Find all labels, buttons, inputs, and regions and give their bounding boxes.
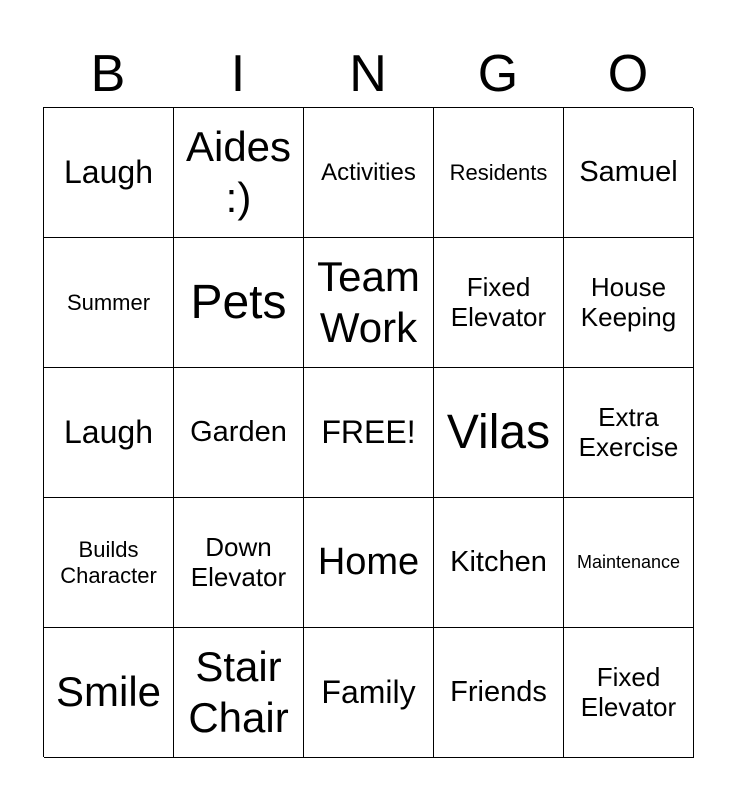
bingo-cell[interactable]: Laugh (44, 368, 174, 498)
bingo-card (43, 107, 693, 757)
bingo-cell[interactable]: Samuel (564, 108, 694, 238)
bingo-cell[interactable]: House Keeping (564, 238, 694, 368)
bingo-header (43, 40, 693, 108)
header-letter-i: I (230, 45, 246, 103)
bingo-cell[interactable]: Garden (174, 368, 304, 498)
bingo-cell[interactable]: Home (304, 498, 434, 628)
bingo-cell[interactable]: Fixed Elevator (564, 628, 694, 758)
bingo-cell[interactable]: Pets (174, 238, 304, 368)
header-letter-g: G (477, 45, 519, 103)
bingo-cell[interactable]: Family (304, 628, 434, 758)
bingo-cell[interactable]: Extra Exercise (564, 368, 694, 498)
bingo-cell[interactable]: Stair Chair (174, 628, 304, 758)
header-letter-b: B (90, 45, 126, 103)
bingo-cell[interactable]: Laugh (44, 108, 174, 238)
header-letter-n: N (349, 45, 387, 103)
bingo-cell[interactable]: Team Work (304, 238, 434, 368)
bingo-cell[interactable]: Friends (434, 628, 564, 758)
bingo-cell[interactable]: Vilas (434, 368, 564, 498)
bingo-cell[interactable]: Aides :) (174, 108, 304, 238)
bingo-cell[interactable]: Down Elevator (174, 498, 304, 628)
bingo-cell[interactable]: Maintenance (564, 498, 694, 628)
bingo-cell[interactable]: Residents (434, 108, 564, 238)
bingo-cell[interactable]: Activities (304, 108, 434, 238)
bingo-cell[interactable]: Kitchen (434, 498, 564, 628)
bingo-cell[interactable]: Builds Character (44, 498, 174, 628)
bingo-cell[interactable]: Smile (44, 628, 174, 758)
bingo-cell[interactable]: Summer (44, 238, 174, 368)
header-letter-o: O (607, 45, 649, 103)
bingo-cell[interactable]: Fixed Elevator (434, 238, 564, 368)
bingo-cell free-space[interactable]: FREE! (304, 368, 434, 498)
